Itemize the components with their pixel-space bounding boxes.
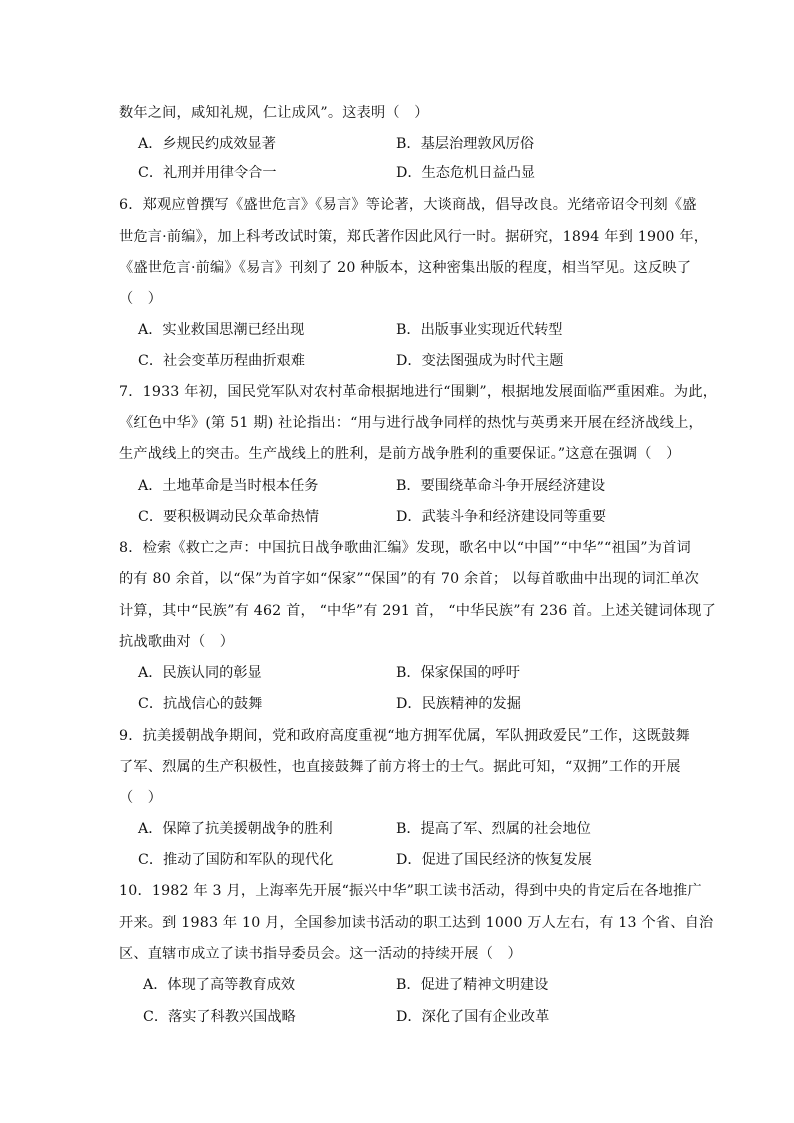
- question-stem-line: （ ）: [119, 790, 163, 806]
- option-d[interactable]: D．深化了国有企业改革: [396, 1009, 550, 1025]
- question-stem-line: 开来。到 1983 年 10 月，全国参加读书活动的职工达到 1000 万人左右，有 13 个省、自治: [119, 915, 714, 931]
- option-a[interactable]: A．实业救国思潮已经出现: [138, 322, 305, 338]
- option-d[interactable]: D．生态危机日益凸显: [396, 165, 536, 181]
- option-a[interactable]: A．体现了高等教育成效: [143, 977, 296, 993]
- option-c[interactable]: C．社会变革历程曲折艰难: [138, 353, 305, 369]
- option-a[interactable]: A．乡规民约成效显著: [138, 136, 276, 152]
- option-b[interactable]: B．提高了军、烈属的社会地位: [396, 821, 591, 837]
- question-stem-line: 生产战线上的突击。生产战线上的胜利，是前方战争胜利的重要保证。”这意在强调（ ）: [119, 446, 681, 462]
- question-stem-line: 区、直辖市成立了读书指导委员会。这一活动的持续开展（ ）: [119, 946, 522, 962]
- question-stem-line: 抗战歌曲对（ ）: [119, 634, 235, 650]
- option-b[interactable]: B．出版事业实现近代转型: [396, 322, 563, 338]
- question-stem-line: 数年之间，咸知礼规，仁让成风”。这表明（ ）: [119, 105, 429, 121]
- option-b[interactable]: B．基层治理敦风厉俗: [396, 136, 535, 152]
- option-d[interactable]: D．武装斗争和经济建设同等重要: [396, 509, 607, 525]
- question-stem-line: 《红色中华》(第 51 期) 社论指出：“用与进行战争同样的热忱与英勇来开展在经济战线上，: [119, 415, 703, 431]
- option-b[interactable]: B．促进了精神文明建设: [396, 977, 549, 993]
- option-a[interactable]: A．民族认同的彰显: [138, 665, 262, 681]
- option-b[interactable]: B．保家保国的呼吁: [396, 665, 520, 681]
- option-a[interactable]: A．保障了抗美援朝战争的胜利: [138, 821, 333, 837]
- question-stem-line: 计算，其中“民族”有 462 首， “中华”有 291 首， “中华民族”有 236 首。上述关键词体现了: [119, 603, 717, 619]
- question-stem-line: 世危言·前编》，加上科考改试时策，郑氏著作因此风行一时。据研究，1894 年到 1900 年，: [119, 229, 709, 245]
- option-d[interactable]: D．民族精神的发掘: [396, 696, 521, 712]
- option-c[interactable]: C．要积极调动民众革命热情: [138, 509, 320, 525]
- question-stem-line: 9．抗美援朝战争期间，党和政府高度重视“地方拥军优属，军队拥政爱民”工作，这既鼓舞: [119, 728, 690, 744]
- question-stem-line: 7．1933 年初，国民党军队对农村革命根据地进行“围剿”，根据地发展面临严重困难。为此，: [119, 384, 718, 400]
- question-stem-line: 8．检索《救亡之声：中国抗日战争歌曲汇编》发现，歌名中以“中国”“中华”“祖国”为首词: [119, 540, 691, 556]
- question-stem-line: 《盛世危言·前编》《易言》刊刻了 20 种版本，这种密集出版的程度，相当罕见。这反映了: [119, 260, 692, 276]
- question-stem-line: 6．郑观应曾撰写《盛世危言》《易言》等论著，大谈商战，倡导改良。光绪帝诏令刊刻《盛: [119, 197, 697, 213]
- question-stem-line: 的有 80 余首，以“保”为首字如“保家”“保国”的有 70 余首； 以每首歌曲中出现的词汇单次: [119, 571, 699, 587]
- option-b[interactable]: B．要围绕革命斗争开展经济建设: [396, 478, 606, 494]
- option-d[interactable]: D．促进了国民经济的恢复发展: [396, 852, 592, 868]
- option-a[interactable]: A．土地革命是当时根本任务: [138, 478, 319, 494]
- option-c[interactable]: C．推动了国防和军队的现代化: [138, 852, 334, 868]
- option-d[interactable]: D．变法图强成为时代主题: [396, 353, 564, 369]
- option-c[interactable]: C．抗战信心的鼓舞: [138, 696, 263, 712]
- question-stem-line: （ ）: [119, 291, 163, 307]
- question-stem-line: 10．1982 年 3 月，上海率先开展“振兴中华”职工读书活动，得到中央的肯定后在各地推广: [119, 883, 702, 899]
- question-stem-line: 了军、烈属的生产积极性，也直接鼓舞了前方将士的士气。据此可知，“双拥”工作的开展: [119, 759, 681, 775]
- option-c[interactable]: C．落实了科教兴国战略: [143, 1009, 296, 1025]
- option-c[interactable]: C．礼刑并用律令合一: [138, 165, 277, 181]
